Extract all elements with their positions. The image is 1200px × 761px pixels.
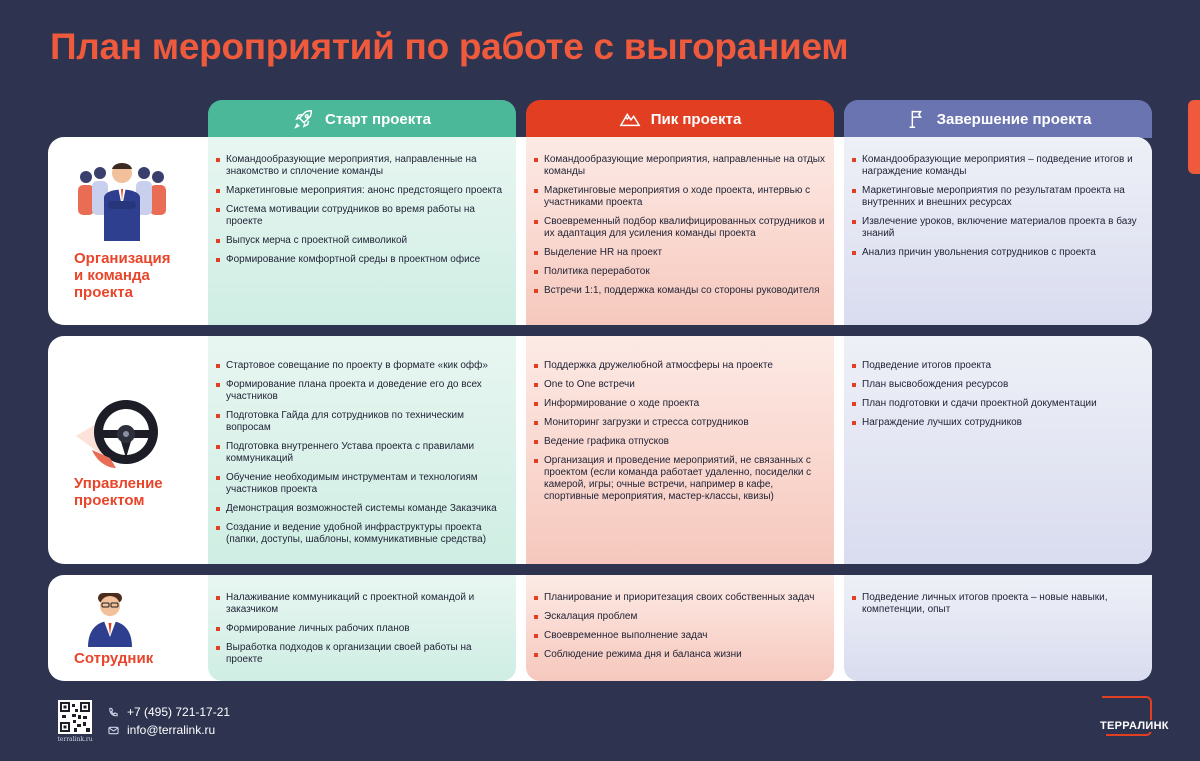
list-item: Командообразующие мероприятия – подведение итогов и награждение команды — [852, 154, 1144, 178]
mail-icon — [108, 725, 119, 736]
column-header-end — [844, 100, 1152, 138]
cell-employee-end — [844, 592, 1144, 623]
list-item: Своевременное выполнение задач — [534, 630, 826, 642]
rocket-icon — [293, 108, 315, 130]
phone-icon — [108, 707, 119, 718]
mountain-icon — [619, 108, 641, 130]
list-item: План подготовки и сдачи проектной документации — [852, 398, 1144, 410]
list-item: Информирование о ходе проекта — [534, 398, 826, 410]
cell-management-end — [844, 360, 1144, 436]
cell-management-start — [208, 360, 508, 553]
list-item: Ведение графика отпусков — [534, 436, 826, 448]
list-item: Поддержка дружелюбной атмосферы на проекте — [534, 360, 826, 372]
list-item: Маркетинговые мероприятия по результатам проекта на внутренних и внешних ресурсах — [852, 185, 1144, 209]
list-item: Подведение личных итогов проекта – новые навыки, компетенции, опыт — [852, 592, 1144, 616]
cell-management-peak — [526, 360, 826, 510]
list-item: Формирование личных рабочих планов — [216, 623, 508, 635]
list-item: Соблюдение режима дня и баланса жизни — [534, 649, 826, 661]
list-item: Демонстрация возможностей системы команде Заказчика — [216, 503, 508, 515]
qr-code — [58, 700, 92, 734]
list-item: Политика переработок — [534, 266, 826, 278]
qr-caption: terralink.ru — [57, 736, 93, 743]
column-label-end: Завершение проекта — [936, 110, 1092, 128]
list-item: Выделение HR на проект — [534, 247, 826, 259]
phone-contact[interactable] — [108, 705, 230, 719]
cell-team-end — [844, 154, 1144, 266]
list-item: Создание и ведение удобной инфраструктуры проекта (папки, доступы, шаблоны, коммуникативные средства) — [216, 522, 508, 546]
list-item: Подготовка Гайда для сотрудников по техническим вопросам — [216, 410, 508, 434]
team-illustration — [72, 157, 172, 243]
list-item: Стартовое совещание по проекту в формате «кик офф» — [216, 360, 508, 372]
list-item: Мониторинг загрузки и стресса сотрудников — [534, 417, 826, 429]
side-accent-bar — [1188, 100, 1200, 174]
list-item: Подведение итогов проекта — [852, 360, 1144, 372]
list-item: Встречи 1:1, поддержка команды со стороны руководителя — [534, 285, 826, 297]
phone-text: +7 (495) 721-17-21 — [127, 705, 231, 719]
row-label-management: Управление проектом — [74, 475, 163, 509]
list-item: Организация и проведение мероприятий, не связанных с проектом (если команда работает удаленно, посиделки с камерой, игры; очные встречи, например в кафе, спортивные мероприятия, мастер-классы, квизы) — [534, 455, 826, 503]
cell-team-peak — [526, 154, 826, 304]
cell-team-start — [208, 154, 508, 273]
list-item: Формирование плана проекта и доведение его до всех участников — [216, 379, 508, 403]
list-item: Маркетинговые мероприятия о ходе проекта, интервью с участниками проекта — [534, 185, 826, 209]
list-item: Маркетинговые мероприятия: анонс предстоящего проекта — [216, 185, 508, 197]
row-label-team: Организация и команда проекта — [74, 250, 171, 301]
list-item: План высвобождения ресурсов — [852, 379, 1144, 391]
steering-wheel-illustration — [72, 388, 172, 478]
list-item: Анализ причин увольнения сотрудников с проекта — [852, 247, 1144, 259]
list-item: Выработка подходов к организации своей работы на проекте — [216, 642, 508, 666]
column-label-start: Старт проекта — [325, 110, 431, 128]
finish-flag-icon — [905, 108, 927, 130]
list-item: Формирование комфортной среды в проектном офисе — [216, 254, 508, 266]
list-item: One to One встречи — [534, 379, 826, 391]
list-item: Налаживание коммуникаций с проектной командой и заказчиком — [216, 592, 508, 616]
list-item: Планирование и приоритезация своих собственных задач — [534, 592, 826, 604]
list-item: Командообразующие мероприятия, направленные на отдых команды — [534, 154, 826, 178]
list-item: Своевременный подбор квалифицированных сотрудников и их адаптация для усиления команды проекта — [534, 216, 826, 240]
email-text: info@terralink.ru — [127, 723, 216, 737]
logo-text: ТЕРРАЛИНК — [1100, 720, 1169, 732]
list-item: Эскалация проблем — [534, 611, 826, 623]
list-item: Подготовка внутреннего Устава проекта с правилами коммуникаций — [216, 441, 508, 465]
cell-bg-employee-end — [844, 575, 1152, 681]
employee-illustration — [80, 589, 140, 649]
list-item: Обучение необходимым инструментам и технологиям участников проекта — [216, 472, 508, 496]
page-title: План мероприятий по работе с выгоранием — [50, 26, 849, 67]
list-item: Командообразующие мероприятия, направленные на знакомство и сплочение команды — [216, 154, 508, 178]
cell-employee-peak — [526, 592, 826, 668]
row-label-employee: Сотрудник — [74, 650, 154, 667]
column-header-peak — [526, 100, 834, 138]
column-label-peak: Пик проекта — [650, 110, 742, 128]
list-item: Извлечение уроков, включение материалов проекта в базу знаний — [852, 216, 1144, 240]
list-item: Система мотивации сотрудников во время работы на проекте — [216, 204, 508, 228]
cell-employee-start — [208, 592, 508, 673]
email-contact[interactable] — [108, 723, 215, 737]
list-item: Выпуск мерча с проектной символикой — [216, 235, 508, 247]
column-header-start — [208, 100, 516, 138]
list-item: Награждение лучших сотрудников — [852, 417, 1144, 429]
